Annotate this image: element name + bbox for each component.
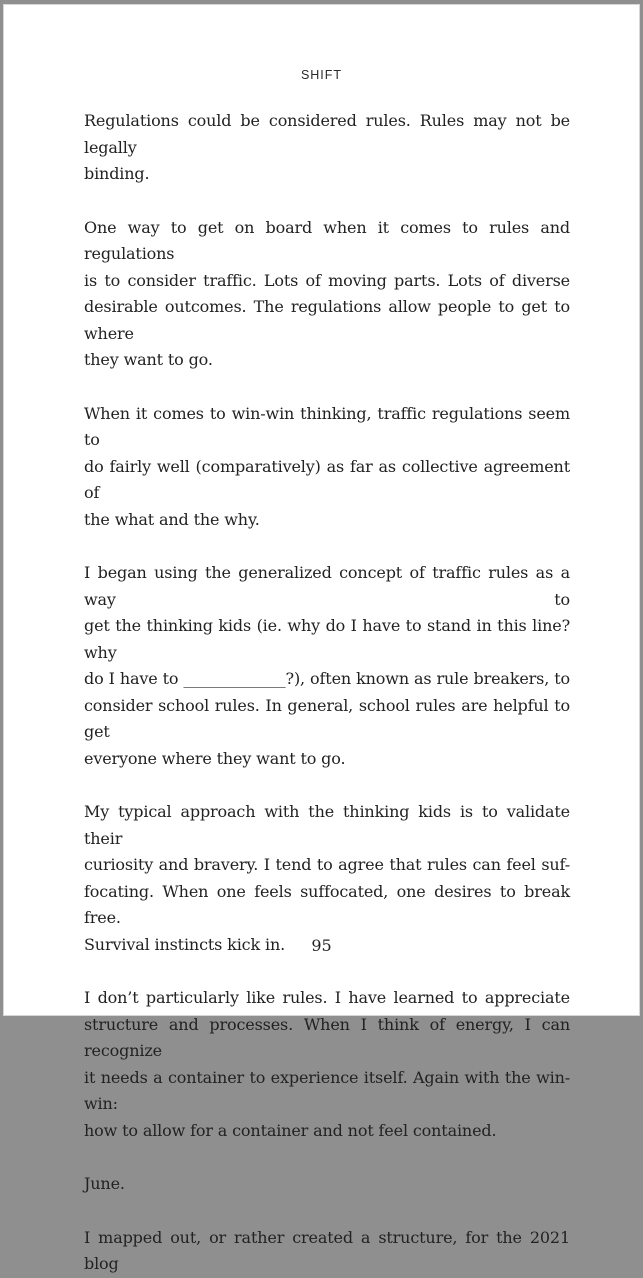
text-line: it needs a container to experience itself. Again with the win-win: — [84, 1067, 570, 1113]
running-header: SHIFT — [300, 68, 343, 82]
text-line: everyone where they want to go. — [84, 748, 346, 768]
text-line: focating. When one feels suffocated, one desires to break free. — [84, 881, 570, 927]
paragraph — [84, 1171, 570, 1198]
text-line: do I have to _____________?), often known as rule breakers, to — [84, 669, 570, 688]
paragraph — [84, 215, 570, 374]
body-text — [84, 108, 570, 1278]
text-line: the what and the why. — [84, 509, 260, 529]
text-line: curiosity and bravery. I tend to agree that rules can feel suf- — [84, 855, 570, 874]
text-line: desirable outcomes. The regulations allow people to get to where — [84, 297, 570, 343]
text-line: My typical approach with the thinking kids is to validate their — [84, 802, 570, 848]
page-number: 95 — [311, 936, 332, 955]
text-line: do fairly well (comparatively) as far as collective agreement of — [84, 456, 570, 502]
paragraph — [84, 401, 570, 534]
paragraph — [84, 108, 570, 188]
text-line: When it comes to win-win thinking, traffic regulations seem to — [84, 403, 570, 449]
book-page — [3, 4, 640, 1273]
paragraph — [84, 799, 570, 958]
text-line: I don’t particularly like rules. I have learned to appreciate — [84, 988, 570, 1007]
text-line: One way to get on board when it comes to rules and regulations — [84, 217, 570, 263]
text-line: they want to go. — [84, 350, 213, 369]
text-line: I mapped out, or rather created a structure, for the 2021 blog — [84, 1227, 570, 1273]
text-line: June. — [84, 1174, 125, 1193]
text-line: structure and processes. When I think of energy, I can recognize — [84, 1014, 570, 1060]
paragraph — [84, 1225, 570, 1278]
text-line: Survival instincts kick in. — [84, 934, 286, 954]
text-line: get the thinking kids (ie. why do I have to stand in this line? why — [84, 616, 570, 662]
text-line: I began using the generalized concept of traffic rules as a way to — [84, 563, 570, 609]
text-line: consider school rules. In general, school rules are helpful to get — [84, 695, 570, 741]
text-line: how to allow for a container and not feel contained. — [84, 1120, 497, 1140]
paragraph — [84, 985, 570, 1144]
text-line: Regulations could be considered rules. Rules may not be legally — [84, 111, 570, 157]
text-line: binding. — [84, 164, 150, 183]
text-line: is to consider traffic. Lots of moving parts. Lots of diverse — [84, 270, 570, 290]
paragraph — [84, 560, 570, 772]
